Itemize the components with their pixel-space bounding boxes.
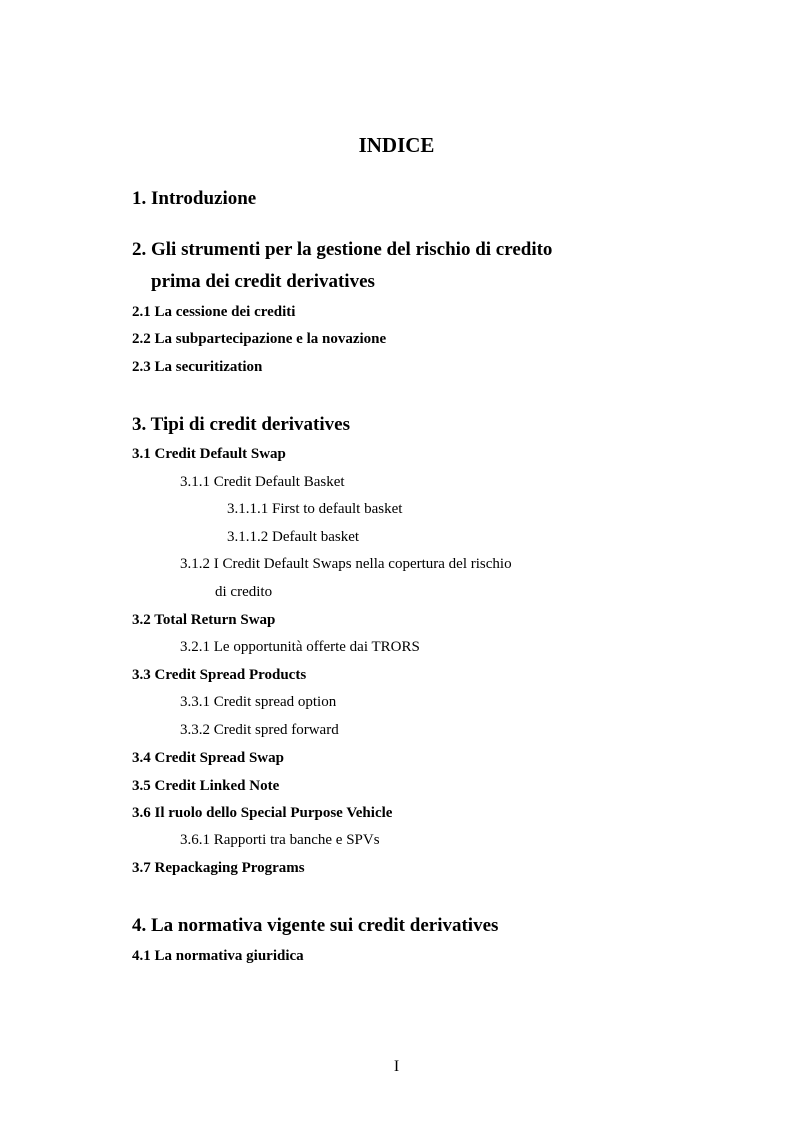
- toc-entry-3-5: 3.5 Credit Linked Note: [132, 778, 280, 794]
- toc-entry-3-2: 3.2 Total Return Swap: [132, 612, 276, 628]
- toc-entry-3-1-1-2: 3.1.1.2 Default basket: [227, 529, 360, 545]
- toc-entry-2-1: 2.1 La cessione dei crediti: [132, 304, 296, 320]
- toc-entry-3-1-2: 3.1.2 I Credit Default Swaps nella copertura del rischio: [180, 556, 512, 572]
- toc-heading-3: 3. Tipi di credit derivatives: [132, 414, 350, 435]
- page-number: I: [393, 1058, 400, 1075]
- toc-heading-1: 1. Introduzione: [132, 188, 257, 209]
- toc-entry-3-4: 3.4 Credit Spread Swap: [132, 750, 284, 766]
- toc-entry-3-1: 3.1 Credit Default Swap: [132, 446, 286, 462]
- toc-entry-3-7: 3.7 Repackaging Programs: [132, 860, 305, 876]
- toc-entry-3-2-1: 3.2.1 Le opportunità offerte dai TRORS: [180, 639, 420, 655]
- toc-entry-3-6-1: 3.6.1 Rapporti tra banche e SPVs: [180, 832, 380, 848]
- toc-entry-2-3: 2.3 La securitization: [132, 359, 263, 375]
- toc-entry-3-3: 3.3 Credit Spread Products: [132, 667, 307, 683]
- toc-entry-3-1-1-1: 3.1.1.1 First to default basket: [227, 501, 403, 517]
- toc-heading-2: 2. Gli strumenti per la gestione del rischio di credito: [132, 239, 553, 260]
- toc-entry-2-2: 2.2 La subpartecipazione e la novazione: [132, 331, 387, 347]
- page-title: INDICE: [358, 133, 435, 157]
- toc-entry-3-6: 3.6 Il ruolo dello Special Purpose Vehicle: [132, 805, 393, 821]
- toc-entry-3-1-1: 3.1.1 Credit Default Basket: [180, 474, 345, 490]
- toc-heading-4: 4. La normativa vigente sui credit derivatives: [132, 915, 499, 936]
- toc-entry-3-3-2: 3.3.2 Credit spred forward: [180, 722, 339, 738]
- toc-entry-3-3-1: 3.3.1 Credit spread option: [180, 694, 337, 710]
- toc-heading-2-cont: prima dei credit derivatives: [151, 271, 375, 292]
- toc-entry-4-1: 4.1 La normativa giuridica: [132, 948, 304, 964]
- toc-entry-3-1-2-cont: di credito: [215, 584, 273, 600]
